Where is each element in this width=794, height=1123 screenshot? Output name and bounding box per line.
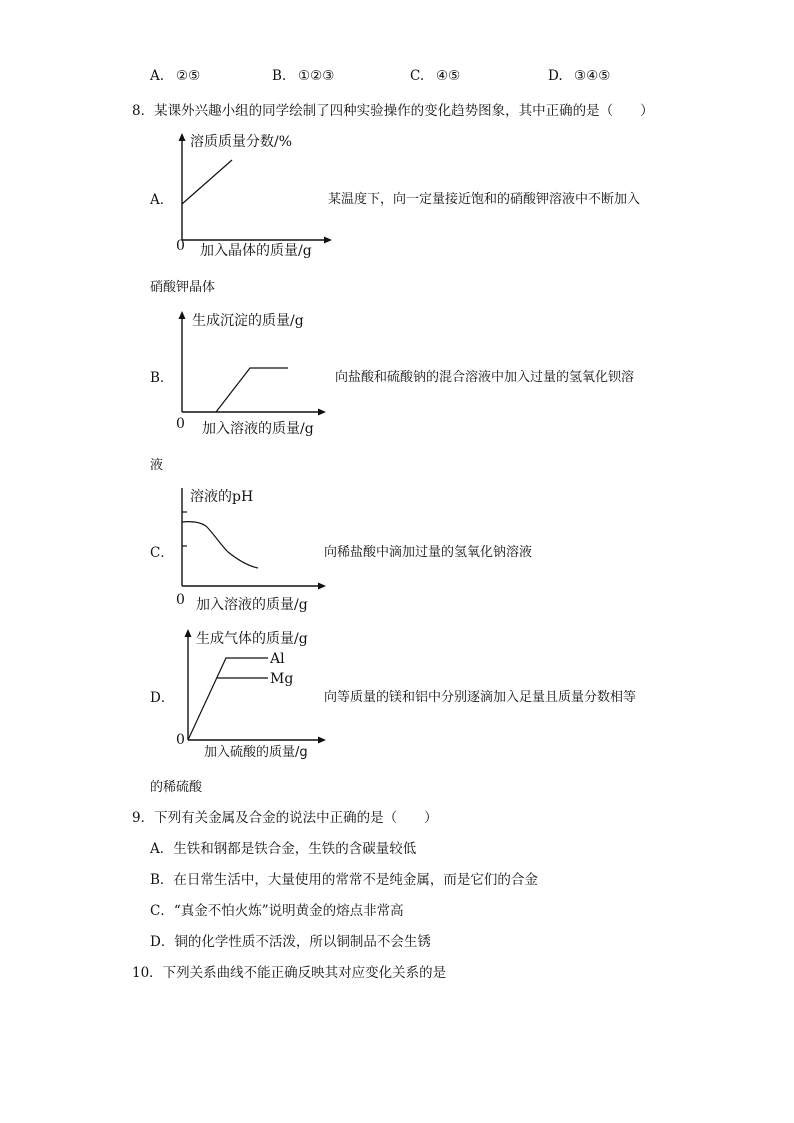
q8-c-key: C． xyxy=(150,545,174,561)
q9-stem: 9．下列有关金属及合金的说法中正确的是（ ） xyxy=(132,810,438,826)
x-axis-arrow xyxy=(318,737,326,744)
q8-d-xlabel: 加入硫酸的质量/g xyxy=(204,745,308,760)
q8-b-ylabel: 生成沉淀的质量/g xyxy=(192,313,304,329)
q8-d-origin: 0 xyxy=(176,732,185,748)
b-curve xyxy=(216,368,288,412)
q8-b-desc-2: 液 xyxy=(150,458,164,473)
q8-d-series-mg: Mg xyxy=(270,671,294,687)
q8-c-ylabel: 溶液的pH xyxy=(190,489,254,505)
q8-d-desc-1: 向等质量的镁和铝中分别逐滴加入足量且质量分数相等 xyxy=(324,690,637,705)
q8-a-origin: 0 xyxy=(176,238,185,254)
q8-stem: 8．某课外兴趣小组的同学绘制了四种实验操作的变化趋势图象，其中正确的是（ ） xyxy=(132,103,654,119)
x-axis-arrow xyxy=(318,583,326,590)
d-curve-al xyxy=(188,658,268,740)
q7-option-d-text: ③④⑤ xyxy=(574,68,611,84)
q7-option-c-key: C. xyxy=(410,68,425,84)
q9-option-a: A．生铁和钢都是铁合金，生铁的含碳量较低 xyxy=(150,841,417,857)
y-axis-arrow xyxy=(179,133,186,141)
q9-option-c: C．“真金不怕火炼”说明黄金的熔点非常高 xyxy=(150,903,404,919)
c-curve xyxy=(182,522,258,568)
q8-a-xlabel: 加入晶体的质量/g xyxy=(200,243,312,259)
q8-d-ylabel: 生成气体的质量/g xyxy=(196,631,308,647)
q9-option-b: B．在日常生活中，大量使用的常常不是纯金属，而是它们的合金 xyxy=(150,872,538,888)
q8-b-xlabel: 加入溶液的质量/g xyxy=(202,421,314,437)
q8-d-series-al: Al xyxy=(270,651,285,667)
x-axis-arrow xyxy=(324,237,332,244)
q8-a-ylabel: 溶质质量分数/% xyxy=(190,134,293,150)
q8-c-origin: 0 xyxy=(176,592,185,608)
q10-stem: 10．下列关系曲线不能正确反映其对应变化关系的是 xyxy=(132,965,447,981)
y-axis-arrow xyxy=(179,311,186,319)
q8-a-key: A． xyxy=(150,192,174,208)
q8-b-origin: 0 xyxy=(176,416,185,432)
q7-option-c-text: ④⑤ xyxy=(436,68,461,84)
a-curve xyxy=(182,160,232,204)
q8-a-desc-1: 某温度下，向一定量接近饱和的硝酸钾溶液中不断加入 xyxy=(328,192,641,207)
q7-option-b-key: B. xyxy=(272,68,287,84)
q7-option-d-key: D. xyxy=(548,68,563,84)
x-axis-arrow xyxy=(318,409,326,416)
q8-d-desc-2: 的稀硫酸 xyxy=(150,780,203,795)
q8-c-desc-1: 向稀盐酸中滴加过量的氢氧化钠溶液 xyxy=(324,545,533,560)
q7-option-a-text: ②⑤ xyxy=(176,68,201,84)
y-axis-arrow xyxy=(185,629,192,637)
q8-d-key: D． xyxy=(150,690,175,706)
q7-option-a-key: A. xyxy=(150,68,165,84)
q8-a-desc-2: 硝酸钾晶体 xyxy=(150,280,216,295)
q9-option-d: D．铜的化学性质不活泼，所以铜制品不会生锈 xyxy=(150,934,431,950)
q8-c-xlabel: 加入溶液的质量/g xyxy=(196,597,308,613)
q8-b-desc-1: 向盐酸和硫酸钠的混合溶液中加入过量的氢氧化钡溶 xyxy=(335,370,635,385)
q8-b-key: B． xyxy=(150,370,174,386)
q7-option-b-text: ①②③ xyxy=(298,68,335,84)
